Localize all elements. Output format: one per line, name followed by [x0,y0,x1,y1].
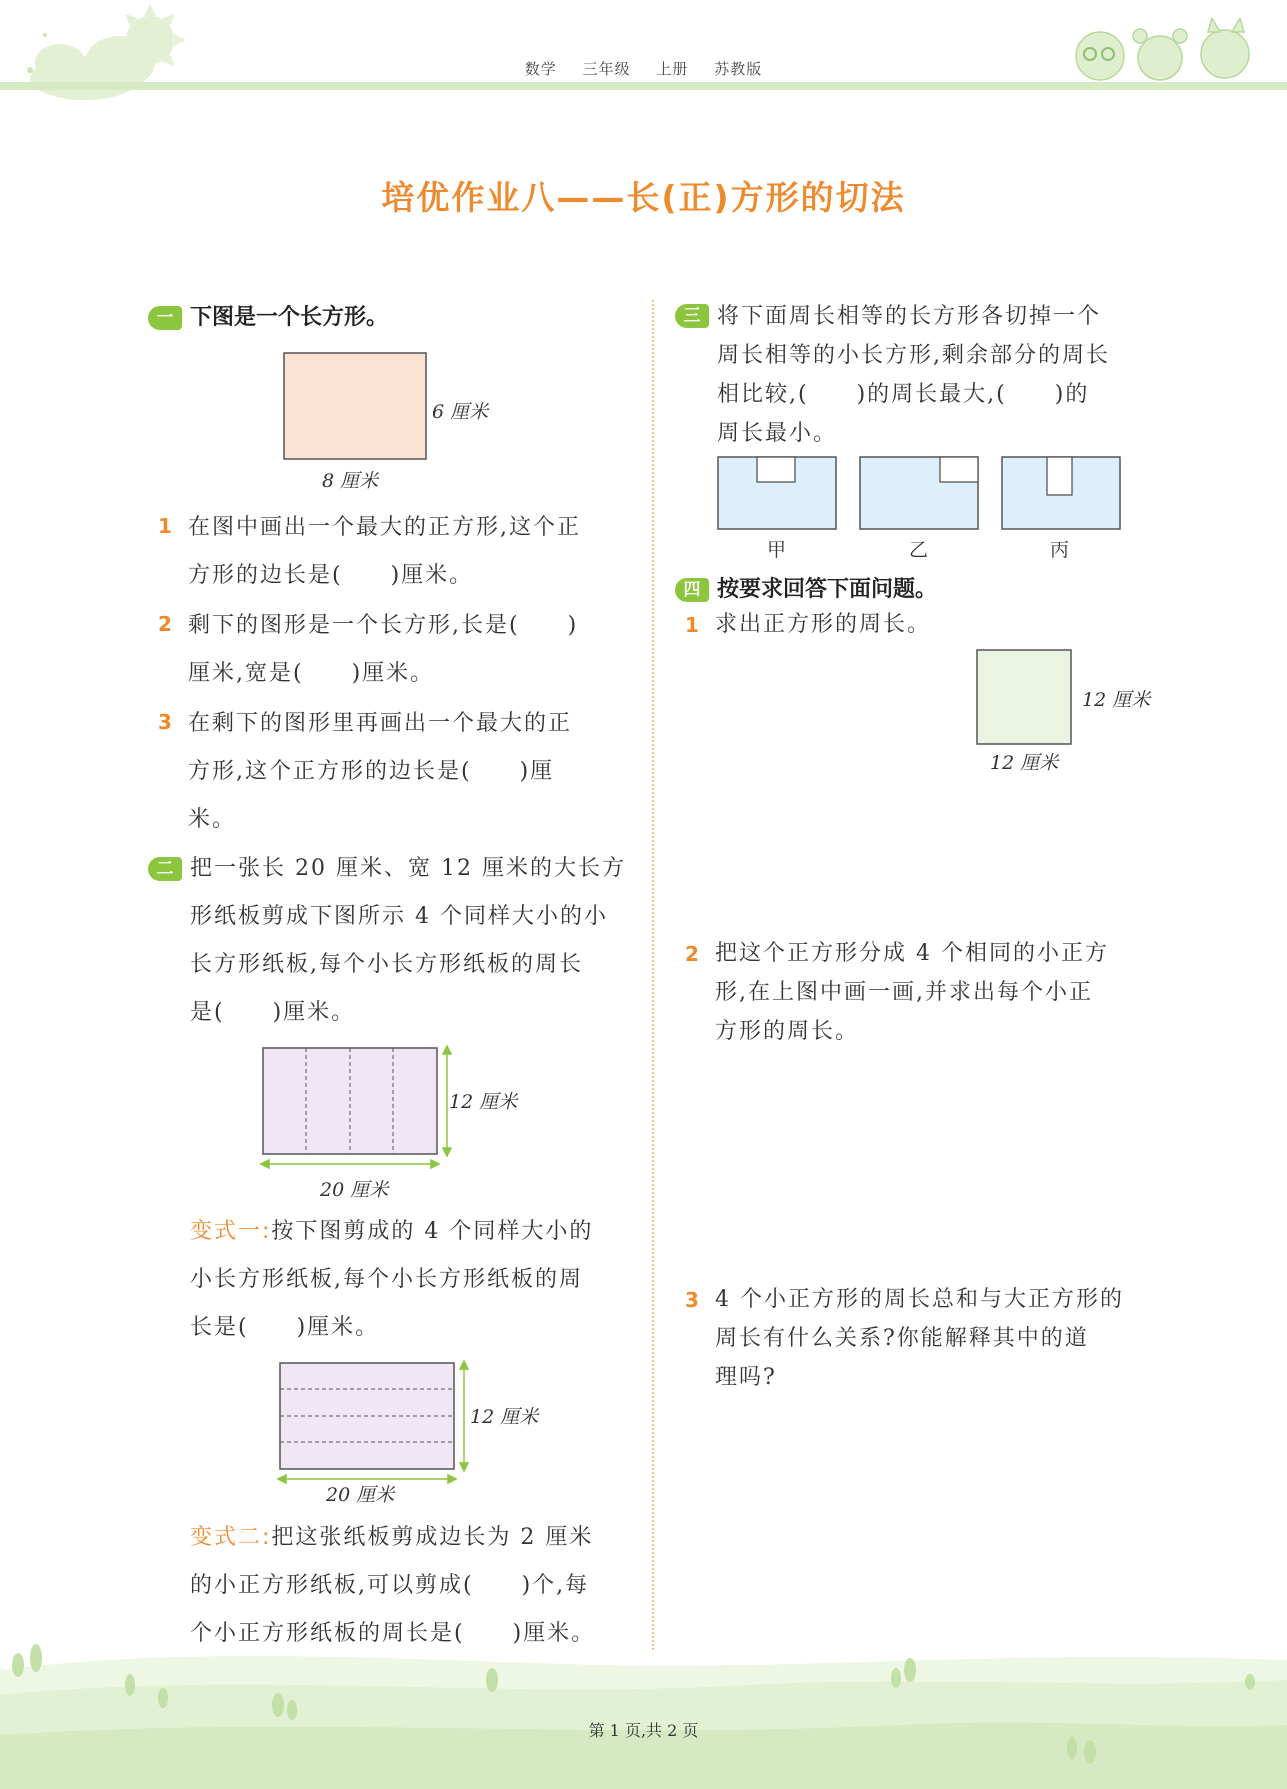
question-text [188,602,638,698]
question-line: 方形,这个正方形的边长是( )厘 [188,759,555,784]
question-line: 方形的周长。 [715,1019,860,1044]
variant-1-width-label: 20 厘米 [326,1484,395,1506]
rectangle-yi [860,457,978,529]
variant-2-line: 的小正方形纸板,可以剪成( )个,每 [190,1573,590,1598]
question-text [188,700,638,844]
section-2-text [148,845,648,1037]
label-yi: 乙 [909,539,929,561]
section-4-badge: 四 [675,578,709,602]
question-line: 方形的边长是( )厘米。 [188,563,474,588]
label-jia: 甲 [767,539,787,561]
section-4-question-2 [685,934,1165,1051]
footer-landscape-decoration [0,1640,1287,1789]
question-text: 求出正方形的周长。 [715,612,932,637]
section-4-question-1 [685,605,1165,644]
section-2-line: 把一张长 20 厘米、宽 12 厘米的大长方 [190,856,626,881]
question-number: 3 [158,710,172,734]
question-line: 把这个正方形分成 4 个相同的小正方 [715,941,1109,966]
section-2-height-label: 12 厘米 [449,1091,518,1113]
section-3-badge: 三 [675,304,709,328]
question-number: 1 [158,514,172,538]
section-3-line: 周长相等的小长方形,剩余部分的周长 [717,343,1110,368]
question-text [715,934,1165,1051]
question-line: 在剩下的图形里再画出一个最大的正 [188,711,573,736]
page-title: 培优作业八——长(正)方形的切法 [381,178,906,217]
section-4-heading [675,572,937,603]
header-grade: 三年级 [582,60,631,78]
peach-rectangle [284,353,426,459]
header-edition: 苏教版 [714,60,763,78]
section-3-line: 相比较,( )的周长最大,( )的 [717,382,1090,407]
question-text [188,504,638,600]
section-2-line: 长方形纸板,每个小长方形纸板的周长 [190,952,583,977]
header-cloud-sun-decoration [0,0,200,110]
variant-1-label: 变式一: [190,1219,272,1244]
question-line: 在图中画出一个最大的正方形,这个正 [188,515,581,540]
question-text [715,1280,1165,1397]
header-subject: 数学 [524,60,557,78]
question-line: 剩下的图形是一个长方形,长是( ) [188,613,579,638]
section-1-question-3 [158,700,638,844]
variant-1-line: 按下图剪成的 4 个同样大小的 [271,1219,594,1244]
header-info [0,58,1287,79]
section-2-variant-1 [190,1208,650,1352]
section-2-line: 形纸板剪成下图所示 4 个同样大小的小 [190,904,608,929]
variant-1-line: 小长方形纸板,每个小长方形纸板的周 [190,1267,583,1292]
section-2-horizontal-cut-figure [272,1355,472,1485]
section-4-side-label: 12 厘米 [1082,689,1151,711]
section-3-line: 将下面周长相等的长方形各切掉一个 [717,304,1102,329]
section-2-badge: 二 [148,857,182,881]
question-line: 理吗? [715,1365,777,1390]
section-1-badge: 一 [148,306,182,330]
section-2-width-label: 20 厘米 [320,1179,389,1201]
question-line: 4 个小正方形的周长总和与大正方形的 [715,1287,1124,1312]
section-1-question-2 [158,602,638,698]
section-3-text [675,297,1175,453]
question-line: 米。 [188,807,237,832]
section-4-square-figure [970,645,1080,750]
section-1-heading [148,300,388,331]
variant-2-label: 变式二: [190,1525,272,1550]
section-1-title: 下图是一个长方形。 [190,305,389,330]
column-divider [652,300,654,1650]
section-1-height-label: 6 厘米 [432,401,489,423]
section-4-title: 按要求回答下面问题。 [717,577,938,602]
question-number: 2 [158,612,172,636]
section-2-variant-2 [190,1514,650,1658]
question-line: 厘米,宽是( )厘米。 [188,661,435,686]
section-1-width-label: 8 厘米 [322,470,379,492]
section-2-vertical-cut-figure [255,1040,455,1170]
label-bing: 丙 [1050,539,1070,561]
question-line: 周长有什么关系?你能解释其中的道 [715,1326,1089,1351]
header-band [0,82,1287,90]
question-line: 形,在上图中画一画,并求出每个小正 [715,980,1093,1005]
question-number: 1 [685,613,699,637]
section-2-line: 是( )厘米。 [190,1000,356,1025]
question-number: 2 [685,942,699,966]
rectangle-jia [718,457,836,529]
section-3-cut-rectangles-figure [712,452,1132,542]
section-4-bottom-label: 12 厘米 [990,752,1059,774]
section-4-question-3 [685,1280,1165,1397]
variant-1-line: 长是( )厘米。 [190,1315,380,1340]
question-number: 3 [685,1288,699,1312]
variant-1-height-label: 12 厘米 [470,1406,539,1428]
page-footer: 第 1 页,共 2 页 [588,1721,699,1740]
section-3-line: 周长最小。 [717,421,838,446]
section-1-question-1 [158,504,638,600]
variant-2-line: 个小正方形纸板的周长是( )厘米。 [190,1621,596,1646]
rectangle-bing [1002,457,1120,529]
header-volume: 上册 [656,60,689,78]
variant-2-line: 把这张纸板剪成边长为 2 厘米 [271,1525,594,1550]
